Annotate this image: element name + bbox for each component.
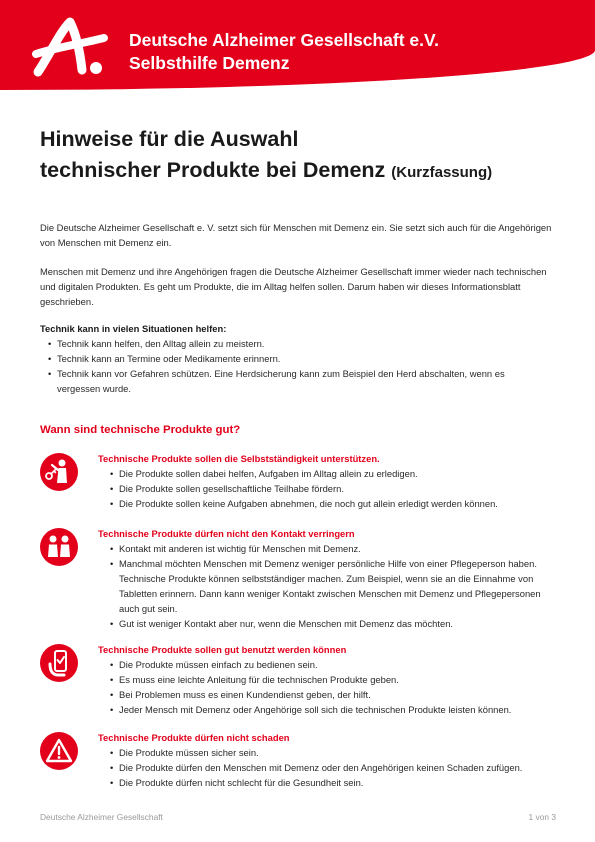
- list-item: • Gut ist weniger Kontakt aber nur, wenn die Menschen mit Demenz das möchten.: [102, 616, 560, 631]
- section-list: [102, 657, 560, 717]
- section-list: [102, 541, 560, 631]
- list-item: • Die Produkte dürfen nicht schlecht für die Gesundheit sein.: [102, 775, 560, 790]
- org-name-line2: Selbsthilfe Demenz: [129, 53, 290, 73]
- list-item: • Jeder Mensch mit Demenz oder Angehörige soll sich die technischen Produkte leisten können.: [102, 702, 560, 717]
- org-name-line1: Deutsche Alzheimer Gesellschaft e.V.: [129, 30, 439, 50]
- intro-paragraph-1: Die Deutsche Alzheimer Gesellschaft e. V. setzt sich für Menschen mit Demenz ein. Sie setzt sich auch für die Angehörigen von Menschen mit Demenz ein.: [40, 222, 552, 248]
- title-line2: [40, 155, 492, 188]
- list-item: • Die Produkte müssen sicher sein.: [102, 745, 560, 760]
- header-banner: [0, 0, 595, 90]
- list-item: • Kontakt mit anderen ist wichtig für Menschen mit Demenz.: [102, 541, 560, 556]
- technik-heading: Technik kann in vielen Situationen helfen:: [40, 323, 227, 334]
- section-heading: Technische Produkte sollen gut benutzt werden können: [98, 644, 347, 655]
- warning-triangle-icon: [40, 732, 78, 770]
- list-item: • Bei Problemen muss es einen Kundendienst geben, der hilft.: [102, 687, 560, 702]
- list-item: • Technik kann vor Gefahren schützen. Eine Herdsicherung kann zum Beispiel den Herd abschalten, wenn es vergessen wurde.: [40, 366, 540, 396]
- list-item: • Die Produkte müssen einfach zu bedienen sein.: [102, 657, 560, 672]
- section-list: [102, 466, 560, 511]
- list-item: • Die Produkte sollen gesellschaftliche Teilhabe fördern.: [102, 481, 560, 496]
- list-item: • Technik kann an Termine oder Medikamente erinnern.: [40, 351, 540, 366]
- hand-smartphone-icon: [40, 644, 78, 682]
- page-title: [40, 124, 492, 188]
- list-item: • Die Produkte sollen dabei helfen, Aufgaben im Alltag allein zu erledigen.: [102, 466, 560, 481]
- list-item: • Technik kann helfen, den Alltag allein zu meistern.: [40, 336, 540, 351]
- list-item: • Es muss eine leichte Anleitung für die technischen Produkte geben.: [102, 672, 560, 687]
- intro-paragraph-2: Menschen mit Demenz und ihre Angehörigen fragen die Deutsche Alzheimer Gesellschaft immer wieder nach technischen und digitalen Produkten. Es geht um Produkte, die im Alltag helfen sollen. Darum haben wir dieses Informationsblatt geschrieben.: [40, 266, 547, 307]
- title-line1: Hinweise für die Auswahl: [40, 127, 299, 151]
- title-line2-text: technischer Produkte bei Demenz: [40, 158, 386, 182]
- footer-organization: Deutsche Alzheimer Gesellschaft: [40, 812, 163, 822]
- title-suffix: (Kurzfassung): [391, 164, 493, 181]
- technik-list: [40, 336, 540, 396]
- section-heading: Technische Produkte sollen die Selbstständigkeit unterstützen.: [98, 453, 380, 464]
- alzheimer-a-logo-icon: [30, 14, 110, 80]
- section-subheading: Wann sind technische Produkte gut?: [40, 424, 241, 436]
- list-item: • Die Produkte sollen keine Aufgaben abnehmen, die noch gut allein erledigt werden können.: [102, 496, 560, 511]
- list-item: • Manchmal möchten Menschen mit Demenz weniger persönliche Hilfe von einer Pflegeperson haben. Technische Produkte können selbstständiger machen. Zum Beispiel, wenn sie an die Einnahme von Tabletten erinnern. Dann kann weniger Kontakt zwischen Menschen mit Demenz und Pflegepersonen auch gut sein.: [102, 556, 560, 616]
- section-list: [102, 745, 560, 790]
- list-item: • Die Produkte dürfen den Menschen mit Demenz oder den Angehörigen keinen Schaden zufügen.: [102, 760, 560, 775]
- section-heading: Technische Produkte dürfen nicht den Kontakt verringern: [98, 528, 355, 539]
- two-people-icon: [40, 528, 78, 566]
- person-with-key-icon: [40, 453, 78, 491]
- page-number: 1 von 3: [528, 812, 556, 822]
- organization-name: [129, 29, 439, 75]
- section-heading: Technische Produkte dürfen nicht schaden: [98, 732, 290, 743]
